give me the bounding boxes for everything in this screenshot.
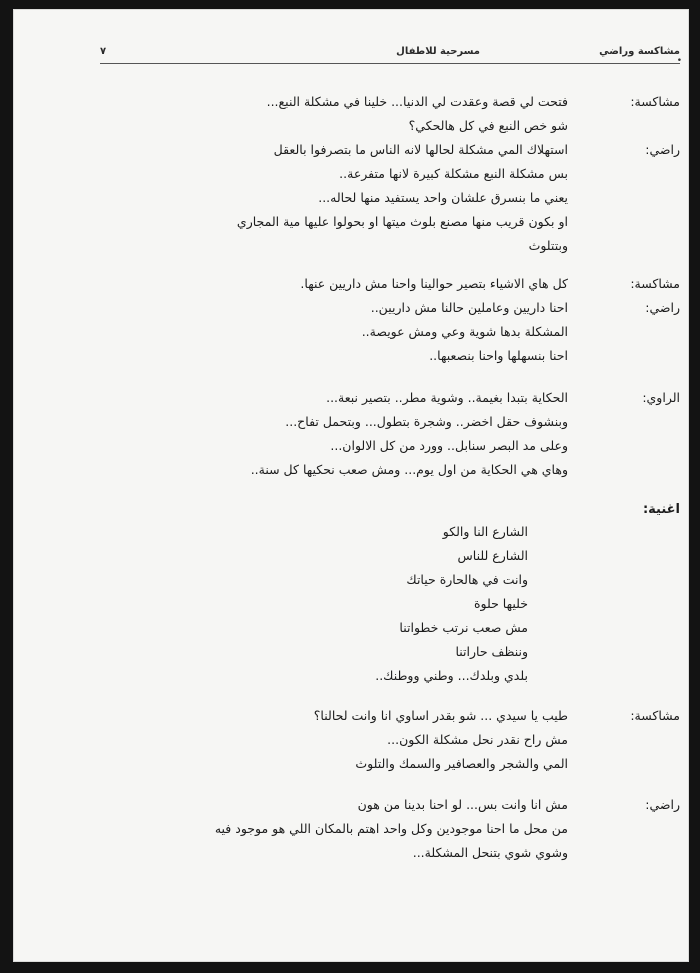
dialogue-line: شو خص النبع في كل هالحكي؟ xyxy=(408,118,568,133)
page-header xyxy=(100,46,680,62)
song-line: الشارع للناس xyxy=(457,548,528,563)
dialogue-lines xyxy=(100,272,568,368)
speaker-name: راضي: xyxy=(645,797,680,812)
dialogue-block xyxy=(100,704,680,776)
dialogue-lines xyxy=(100,386,568,482)
dialogue-line: وعلى مد البصر سنابل.. وورد من كل الالوان... xyxy=(330,438,568,453)
song-line: وانت في هالحارة حياتك xyxy=(406,572,528,587)
dialogue-line: احنا بنسهلها واحنا بنصعبها.. xyxy=(429,348,568,363)
dialogue-line: وبتتلوث xyxy=(528,238,568,253)
header-divider xyxy=(100,63,680,64)
dialogue-line: وشوي شوي بتنحل المشكلة... xyxy=(412,845,568,860)
dialogue-line: وهاي هي الحكاية من اول يوم... ومش صعب نحكيها كل سنة.. xyxy=(250,462,568,477)
header-title: مشاكسة وراضي xyxy=(599,46,680,57)
song-line: وننظف حاراتنا xyxy=(455,644,528,659)
dialogue-line: من محل ما احنا موجودين وكل واحد اهتم بالمكان اللي هو موجود فيه xyxy=(214,821,568,836)
dialogue-block xyxy=(100,793,680,865)
dialogue-line: المي والشجر والعصافير والسمك والتلوث xyxy=(355,756,568,771)
dialogue-line: مش انا وانت بس... لو احنا بدينا من هون xyxy=(357,797,568,812)
speaker-name: مشاكسة: xyxy=(630,708,680,723)
song-block xyxy=(100,498,680,688)
header-subtitle: مسرحية للاطفال xyxy=(396,46,480,57)
dialogue-line: او بكون قريب منها مصنع بلوث ميتها او بحولوا عليها مية المجاري xyxy=(236,214,568,229)
speaker-name: راضي: xyxy=(645,300,680,315)
dialogue-line: استهلاك المي مشكلة لحالها لانه الناس ما بتصرفوا بالعقل xyxy=(273,142,568,157)
song-line: مش صعب نرتب خطواتنا xyxy=(399,620,528,635)
song-heading: اغنية: xyxy=(642,502,680,517)
dialogue-lines xyxy=(100,138,568,258)
dialogue-block xyxy=(100,386,680,482)
dot-mark: • xyxy=(676,56,682,66)
speaker-name: مشاكسة: xyxy=(630,276,680,291)
dialogue-lines xyxy=(100,704,568,776)
dialogue-lines xyxy=(100,90,568,138)
song-line: الشارع النا والكو xyxy=(442,524,528,539)
dialogue-line: فتحت لي قصة وعقدت لي الدنيا... خلينا في مشكلة النبع... xyxy=(266,94,568,109)
dialogue-line: المشكلة بدها شوية وعي ومش عويصة.. xyxy=(361,324,568,339)
speaker-name: راضي: xyxy=(645,142,680,157)
dialogue-line: الحكاية بتبدا بغيمة.. وشوية مطر.. بتصير نبعة... xyxy=(326,390,568,405)
dialogue-block xyxy=(100,138,680,258)
dialogue-line: طيب يا سيدي ... شو بقدر اساوي انا وانت لحالنا؟ xyxy=(313,708,568,723)
speaker-name: الراوي: xyxy=(642,390,680,405)
dialogue-line: احنا داريين وعاملين حالنا مش داريين.. xyxy=(370,300,568,315)
dialogue-lines xyxy=(100,793,568,865)
song-line: بلدي وبلدك... وطني ووطنك.. xyxy=(375,668,528,683)
speaker-name: مشاكسة: xyxy=(630,94,680,109)
dialogue-block xyxy=(100,272,680,368)
dialogue-line: وبنشوف حقل اخضر.. وشجرة بتطول... وبتحمل تفاح... xyxy=(285,414,568,429)
dialogue-line: يعني ما بنسرق علشان واحد يستفيد منها لحاله... xyxy=(318,190,568,205)
song-line: خليها حلوة xyxy=(473,596,528,611)
dialogue-line: مش راح نقدر نحل مشكلة الكون... xyxy=(387,732,568,747)
dialogue-line: بس مشكلة النبع مشكلة كبيرة لانها متفرعة.. xyxy=(339,166,568,181)
dialogue-block xyxy=(100,90,680,138)
song-lines xyxy=(100,498,528,688)
dialogue-line: كل هاي الاشياء بتصير حوالينا واحنا مش داريين عنها. xyxy=(300,276,568,291)
page-number: ٧ xyxy=(100,46,107,57)
